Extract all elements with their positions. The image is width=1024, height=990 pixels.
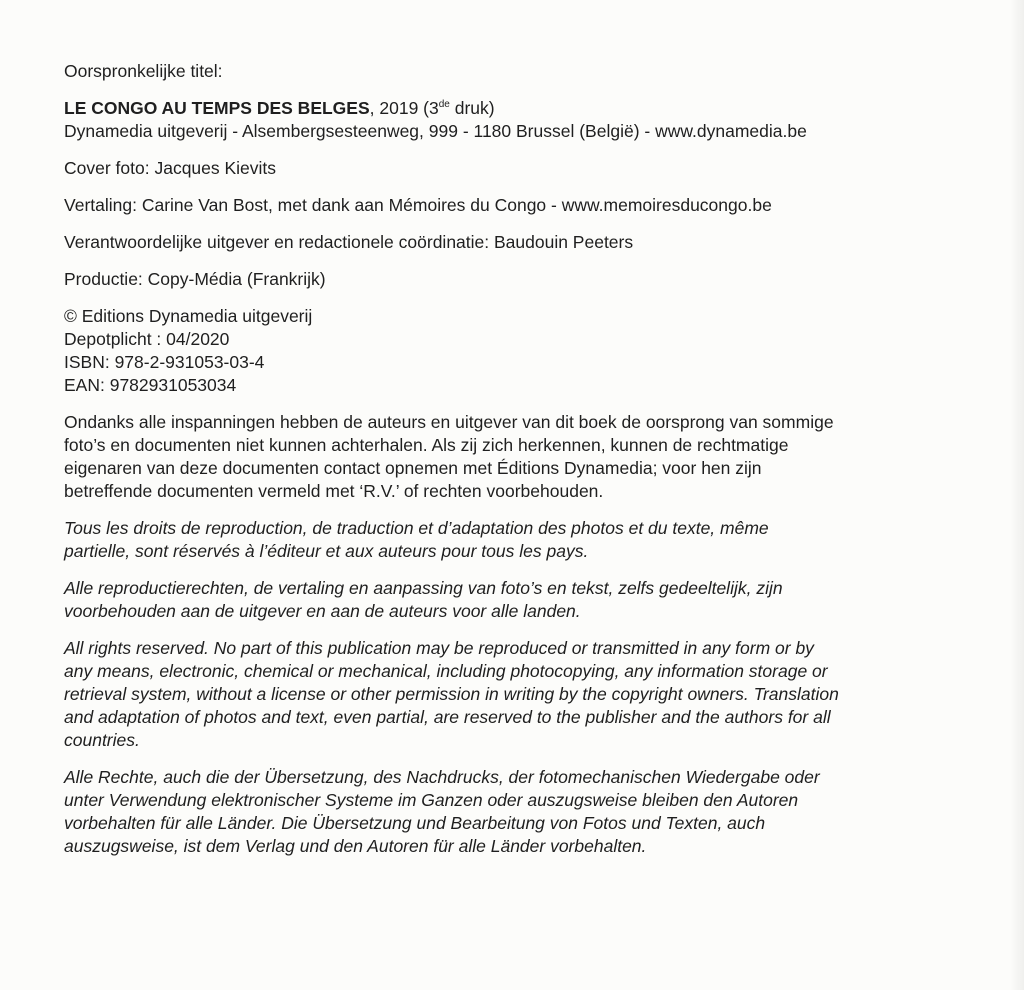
rights-block <box>64 305 1012 397</box>
translation-credit: Vertaling: Carine Van Bost, met dank aan Mémoires du Congo - www.memoiresducongo.be <box>64 195 772 215</box>
rights-dutch <box>64 577 1012 623</box>
edition-sup: de <box>438 99 450 111</box>
rights-french-line: Tous les droits de reproduction, de traduction et d’adaptation des photos et du texte, même <box>64 518 769 538</box>
rights-german-line: vorbehalten für alle Länder. Die Übersetzung und Bearbeitung von Fotos und Texten, auch <box>64 813 766 833</box>
isbn-line: ISBN: 978-2-931053-03-4 <box>64 352 265 372</box>
book-year: , 2019 (3 <box>369 98 439 118</box>
rights-english-line: retrieval system, without a license or other permission in writing by the copyright owners. Translation <box>64 684 839 704</box>
book-title: LE CONGO AU TEMPS DES BELGES <box>64 98 370 118</box>
notice-dutch-line: Ondanks alle inspanningen hebben de auteurs en uitgever van dit boek de oorsprong van sommige <box>64 412 834 432</box>
rights-german-line: Alle Rechte, auch die der Übersetzung, des Nachdrucks, der fotomechanischen Wiedergabe oder <box>64 767 820 787</box>
responsible-publisher: Verantwoordelijke uitgever en redactionele coördinatie: Baudouin Peeters <box>64 232 634 252</box>
rights-german-line: auszugsweise, ist dem Verlag und den Autoren für alle Länder vorbehalten. <box>64 836 647 856</box>
notice-dutch <box>64 411 1012 503</box>
rights-german-line: unter Verwendung elektronischer Systeme im Ganzen oder auszugsweise bleiben den Autoren <box>64 790 799 810</box>
notice-dutch-line: eigenaren van deze documenten contact opnemen met Éditions Dynamedia; voor hen zijn <box>64 458 762 478</box>
rights-english-line: any means, electronic, chemical or mechanical, including photocopying, any information storage or <box>64 661 828 681</box>
rights-french-line: partielle, sont réservés à l’éditeur et aux auteurs pour tous les pays. <box>64 541 589 561</box>
rights-dutch-line: voorbehouden aan de uitgever en aan de auteurs voor alle landen. <box>64 601 581 621</box>
publisher-line: Dynamedia uitgeverij - Alsembergsesteenweg, 999 - 1180 Brussel (België) - www.dynamedia.be <box>64 121 807 141</box>
production-credit: Productie: Copy-Média (Frankrijk) <box>64 269 326 289</box>
cover-photo-credit: Cover foto: Jacques Kievits <box>64 158 277 178</box>
depot-line: Depotplicht : 04/2020 <box>64 329 230 349</box>
rights-english-line: countries. <box>64 730 140 750</box>
ean-line: EAN: 9782931053034 <box>64 375 237 395</box>
rights-english-line: All rights reserved. No part of this publication may be reproduced or transmitted in any form or by <box>64 638 814 658</box>
edition-end: druk) <box>449 98 495 118</box>
colophon-page <box>64 60 1012 872</box>
copyright-line: © Editions Dynamedia uitgeverij <box>64 306 313 326</box>
page-edge-shadow <box>1010 0 1024 990</box>
book-title-line <box>64 97 1012 120</box>
original-title-label: Oorspronkelijke titel: <box>64 61 223 81</box>
rights-german <box>64 766 1012 858</box>
rights-english <box>64 637 1012 752</box>
notice-dutch-line: foto’s en documenten niet kunnen achterhalen. Als zij zich herkennen, kunnen de rechtmatige <box>64 435 789 455</box>
notice-dutch-line: betreffende documenten vermeld met ‘R.V.’ of rechten voorbehouden. <box>64 481 604 501</box>
rights-french <box>64 517 1012 563</box>
rights-dutch-line: Alle reproductierechten, de vertaling en aanpassing van foto’s en tekst, zelfs gedeeltelijk, zijn <box>64 578 783 598</box>
rights-english-line: and adaptation of photos and text, even partial, are reserved to the publisher and the authors for all <box>64 707 831 727</box>
